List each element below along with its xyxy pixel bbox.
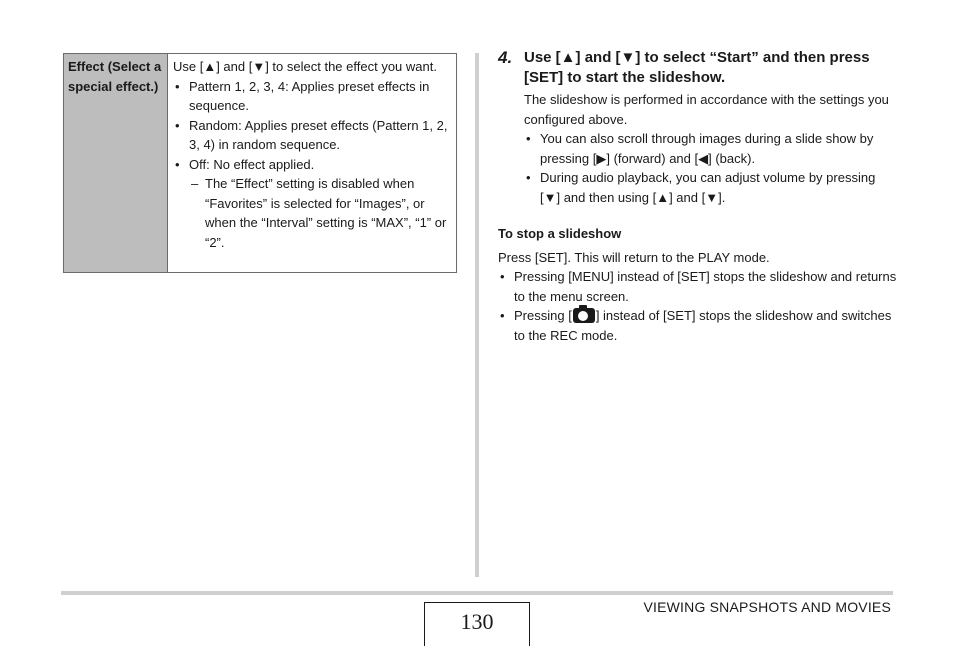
effect-disabled-note: – The “Effect” setting is disabled when “Favorites” is selected for “Images”, or when the “Interval” setting is “MAX”, “1” or “2”. [173,174,451,252]
list-item: • Off: No effect applied. [173,155,451,175]
camera-icon [573,308,595,323]
table-label-cell: Effect (Select a special effect.) [64,54,168,272]
step-body-text: The slideshow is performed in accordance with the settings you configured above. [524,92,889,127]
list-item: • Random: Applies preset effects (Pattern 1, 2, 3, 4) in random sequence. [173,116,451,155]
step-bullets [524,129,898,207]
table-description-cell [168,54,456,272]
bullet-text-after: ] instead of [SET] stops the slideshow and switches to the REC mode. [514,308,892,343]
step-heading [498,48,898,88]
effect-options-list [173,77,451,253]
stop-slideshow-list [498,267,898,345]
section-title: VIEWING SNAPSHOTS AND MOVIES [643,599,891,615]
step-heading-text: Use [▲] and [▼] to select “Start” and then press [SET] to start the slideshow. [524,49,870,86]
step-body [498,90,898,207]
list-item: • You can also scroll through images during a slide show by pressing [▶] (forward) and [◀] (back). [524,129,898,168]
table-intro-text: Use [▲] and [▼] to select the effect you want. [173,59,437,74]
step-number: 4. [498,48,513,67]
stop-slideshow-intro: Press [SET]. This will return to the PLAY mode. [498,249,770,265]
stop-slideshow-heading: To stop a slideshow [498,226,622,241]
list-item [498,306,898,345]
footer-rule [61,591,893,595]
list-item: • Pressing [MENU] instead of [SET] stops the slideshow and returns to the menu screen. [498,267,898,306]
list-item: • Pattern 1, 2, 3, 4: Applies preset effects in sequence. [173,77,451,116]
right-column [498,48,898,345]
column-divider [475,53,479,577]
bullet-text-before: Pressing [ [514,308,572,323]
list-item: • During audio playback, you can adjust volume by pressing [▼] and then using [▲] and [▼]. [524,168,898,207]
page-number: 130 [424,602,530,646]
effect-settings-table [63,53,457,273]
